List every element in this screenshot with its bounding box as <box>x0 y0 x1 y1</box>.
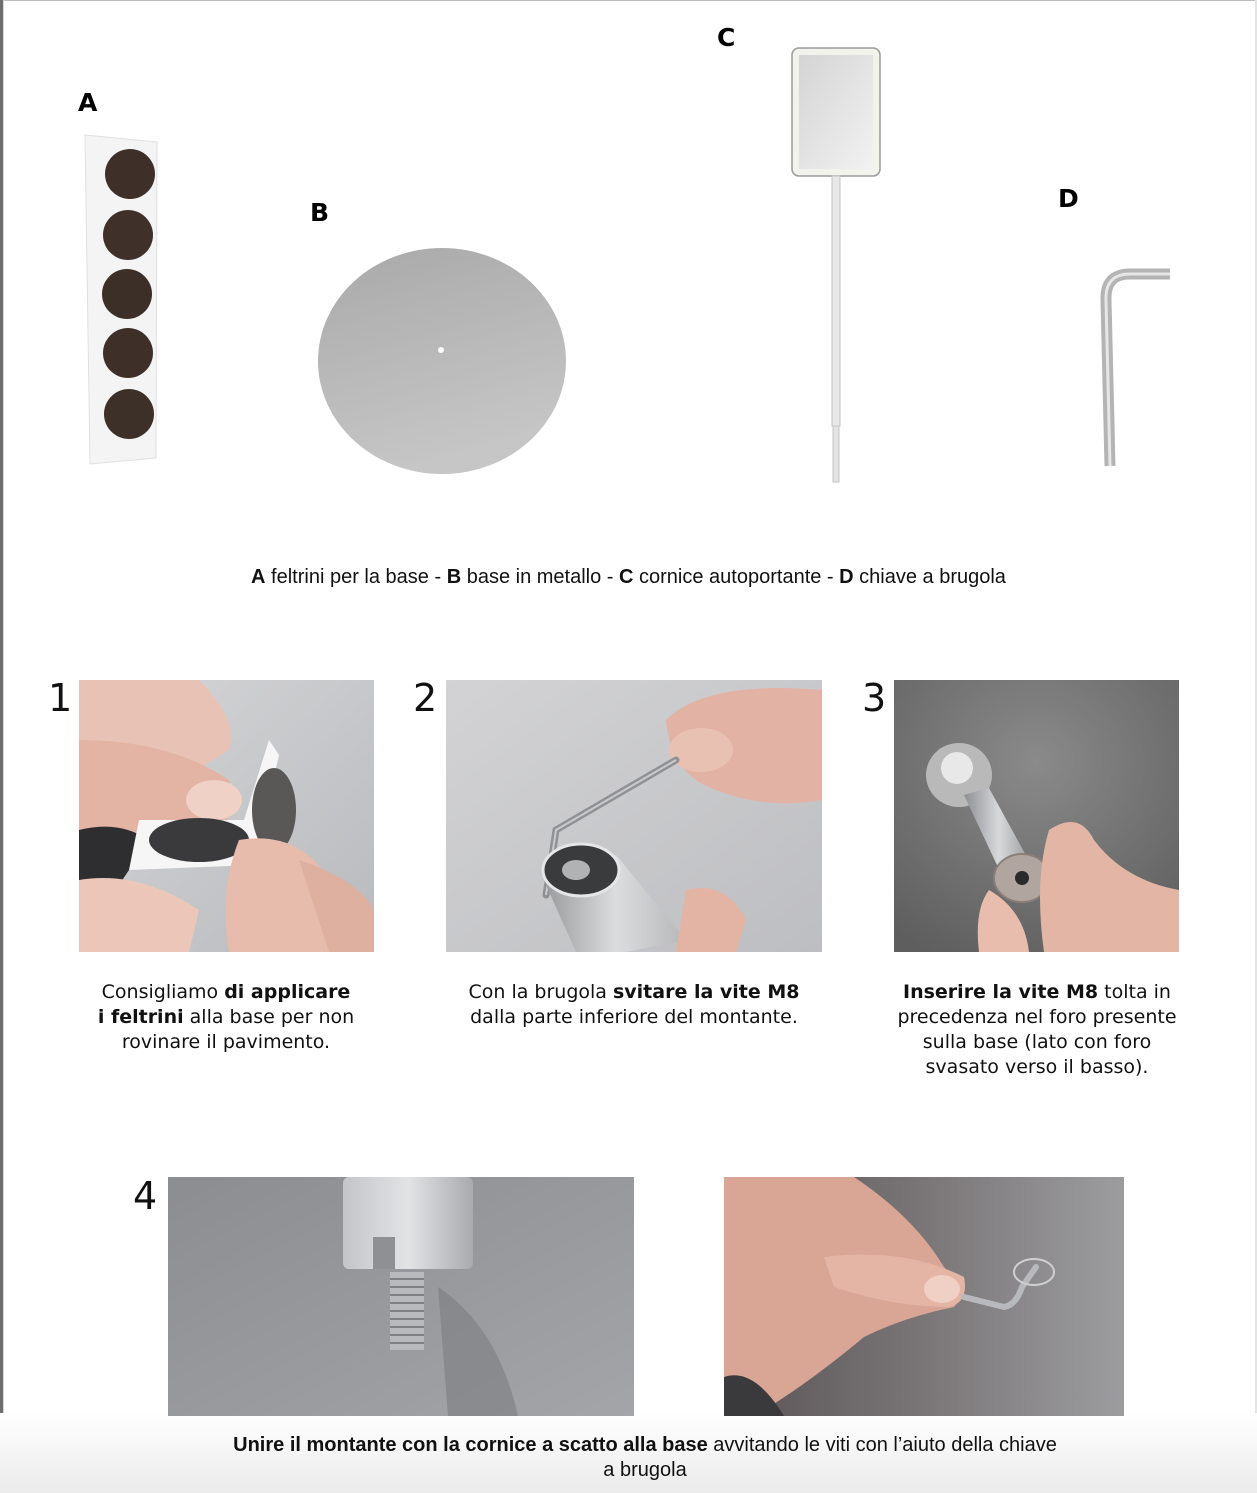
allen-key-illustration <box>1096 266 1176 472</box>
caption-bold: Inserire la vite M8 <box>903 981 1099 1003</box>
snap-frame-illustration <box>788 44 884 486</box>
caption-bold: Unire il montante con la cornice a scatto alla base <box>233 1434 708 1456</box>
caption-text: precedenza nel foro presente <box>897 1006 1177 1028</box>
step-number-3: 3 <box>862 676 887 720</box>
part-letter-a: A <box>78 88 98 117</box>
step-1-caption <box>80 980 372 1055</box>
legend-text-b: base in metallo - <box>461 566 620 588</box>
step-number-2: 2 <box>413 676 438 720</box>
step-4-caption <box>150 1433 1140 1483</box>
step-2-photo-unscrewing <box>446 680 822 952</box>
step-3-photo-inserting-screw <box>894 680 1179 952</box>
caption-text: sulla base (lato con foro <box>922 1031 1152 1053</box>
caption-bold: di applicare <box>224 981 351 1003</box>
caption-text: a brugola <box>603 1459 687 1481</box>
legend-letter-d: D <box>839 566 854 588</box>
legend-letter-c: C <box>619 566 634 588</box>
legend-letter-b: B <box>446 566 462 588</box>
caption-text: rovinare il pavimento. <box>121 1031 331 1053</box>
caption-text: alla base per non <box>183 1006 355 1028</box>
parts-legend <box>0 566 1257 589</box>
step-4-photo-tightening <box>724 1177 1124 1416</box>
part-letter-d: D <box>1058 184 1079 213</box>
caption-text: svasato verso il basso). <box>925 1056 1149 1078</box>
caption-text: avvitando le viti con l’aiuto della chiave <box>707 1434 1057 1456</box>
metal-base-illustration <box>316 246 568 476</box>
part-letter-b: B <box>310 198 330 227</box>
caption-text: Consigliamo <box>101 981 225 1003</box>
legend-letter-a: A <box>251 566 266 588</box>
step-1-photo-applying-felt <box>79 680 374 952</box>
caption-bold: i feltrini <box>97 1006 184 1028</box>
caption-text: tolta in <box>1098 981 1171 1003</box>
page-left-edge-highlight <box>3 0 4 1493</box>
legend-text-c: cornice autoportante - <box>633 566 840 588</box>
step-3-caption <box>880 980 1194 1080</box>
legend-text-d: chiave a brugola <box>853 566 1006 588</box>
felt-pads-illustration <box>82 132 164 466</box>
step-number-4: 4 <box>133 1174 158 1218</box>
page-top-edge <box>0 0 1257 1</box>
step-number-1: 1 <box>48 676 73 720</box>
caption-text: dalla parte inferiore del montante. <box>470 1006 798 1028</box>
step-2-caption <box>446 980 822 1030</box>
part-letter-c: C <box>717 23 736 52</box>
legend-text-a: feltrini per la base - <box>265 566 447 588</box>
caption-bold: svitare la vite M8 <box>612 981 800 1003</box>
caption-text: Con la brugola <box>468 981 613 1003</box>
step-4-photo-pole-on-base <box>168 1177 634 1416</box>
